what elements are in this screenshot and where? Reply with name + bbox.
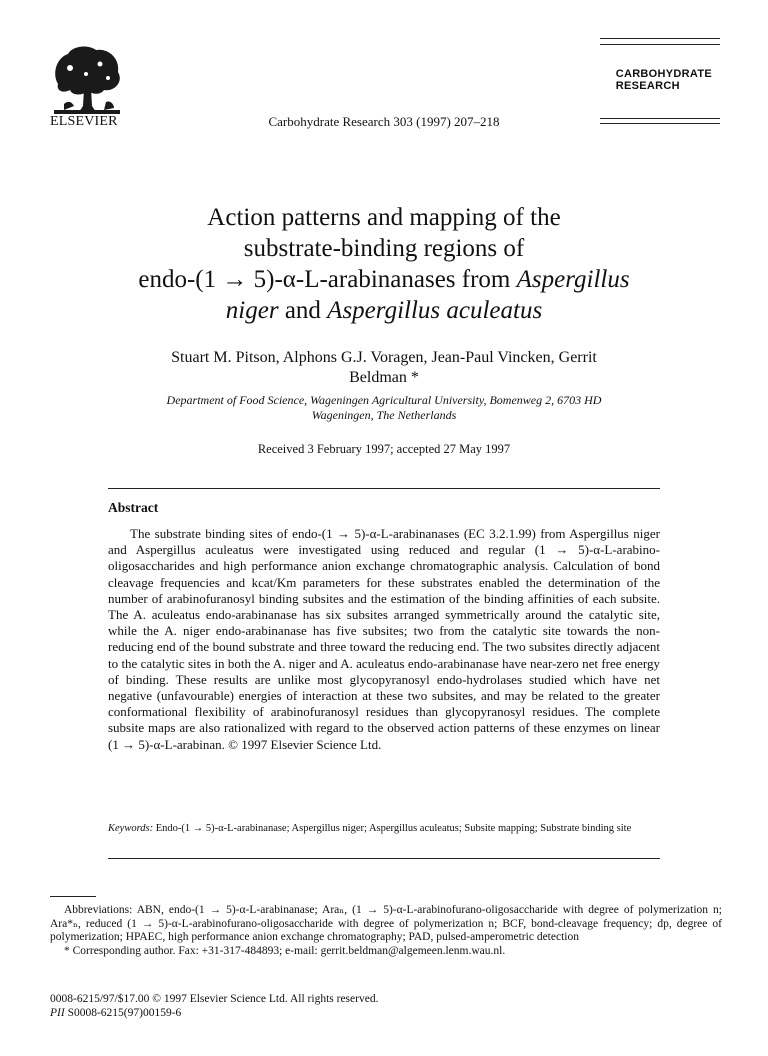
title-line-4 (0, 295, 768, 326)
journal-citation: Carbohydrate Research 303 (1997) 207–218 (268, 114, 500, 129)
footnote-corresponding-author: * Corresponding author. Fax: +31-317-484893; e-mail: gerrit.beldman@algemeen.lenm.wau.nl. (64, 944, 506, 957)
footnote-abbreviations: Abbreviations: ABN, endo-(1 → 5)-α-L-arabinanase; Araₙ, (1 → 5)-α-L-arabinofurano-oligosaccharide with degree of polymerization n; Ara*ₙ, reduced (1 → 5)-α-L-arabinofurano-oligosaccharide with degree of polymerization n; BCF, bond-cleavage frequency; dp, degree of polymerization; HPAEC, high performance anion exchange chromatography; PAD, pulsed-amperometric detection (50, 904, 722, 943)
title-line-4-a: niger (225, 297, 279, 324)
title-line-1: Action patterns and mapping of the (207, 204, 561, 231)
elsevier-tree-icon (50, 44, 124, 114)
journal-title-line1: CARBOHYDRATE (615, 68, 712, 80)
abstract-heading: Abstract (108, 500, 159, 515)
journal-title (616, 68, 712, 92)
keywords-label: Keywords: (108, 823, 154, 834)
title-line-4-b: and (278, 297, 328, 324)
affiliation-line-1: Department of Food Science, Wageningen Agricultural University, Bomenweg 2, 6703 HD (166, 393, 602, 407)
article-title (0, 202, 768, 326)
affiliation (120, 393, 648, 423)
header-rule-top-1 (600, 38, 720, 39)
title-line-3-b: Aspergillus (516, 266, 630, 293)
title-line-4-c: Aspergillus aculeatus (327, 297, 543, 324)
copyright-block (50, 992, 378, 1020)
authors-line-2: Beldman * (349, 369, 419, 386)
header-rule-bottom-2 (600, 123, 720, 124)
author-list (110, 348, 658, 388)
abstract-rule-top (108, 488, 660, 489)
pii-value: S0008-6215(97)00159-6 (64, 1007, 182, 1019)
abstract-text: The substrate binding sites of endo-(1 → 5)-α-L-arabinanases (EC 3.2.1.99) from Aspergillus niger and Aspergillus aculeatus were investigated using reduced and regular (1 → 5)-α-L-arabino-oligosaccharides and high performance anion exchange chromatographic analysis. Calculation of bond cleavage frequencies and kcat/Km parameters for these substrates enabled the determination of the number of arabinofuranosyl binding subsites and the estimation of the binding affinities of each subsite. The A. aculeatus endo-arabinanase has six subsites arranged symmetrically around the catalytic site, while the A. niger endo-arabinanase has five subsites; two from the catalytic site towards the non-reducing end of the bound substrate and three toward the reducing end. The two subsites directly adjacent to the catalytic sites in both the A. niger and A. aculeatus endo-arabinanase have near-zero net free energy of binding. These results are unlike most glycopyranosyl endo-hydrolases studied which have net negative (unfavourable) energies of interaction at these two subsites, and may be related to the greater conformational flexibility of arabinofuranosyl residues than glycopyranosyl residues. The complete subsite maps are also rationalized with regard to the observed action patterns of these enzymes on linear (1 → 5)-α-L-arabinan. © 1997 Elsevier Science Ltd. (108, 526, 660, 752)
header-rule-bottom-1 (600, 118, 720, 119)
received-date: Received 3 February 1997; accepted 27 May 1997 (257, 442, 511, 456)
issn-line: 0008-6215/97/$17.00 © 1997 Elsevier Science Ltd. All rights reserved. (50, 993, 379, 1005)
abstract-rule-bottom (108, 858, 660, 859)
footnote-rule (50, 896, 96, 897)
title-line-3 (0, 264, 768, 295)
title-line-3-a: endo-(1 → 5)-α-L-arabinanases from (138, 266, 517, 293)
title-line-2: substrate-binding regions of (243, 235, 525, 262)
keywords-list: Endo-(1 → 5)-α-L-arabinanase; Aspergillus niger; Aspergillus aculeatus; Subsite mapping; Substrate binding site (155, 823, 632, 834)
keywords (108, 822, 660, 835)
publisher-name: ELSEVIER (50, 114, 118, 129)
pii-label: PII (50, 1007, 65, 1019)
journal-title-line2: RESEARCH (615, 80, 680, 92)
affiliation-line-2: Wageningen, The Netherlands (311, 408, 457, 422)
authors-line-1: Stuart M. Pitson, Alphons G.J. Voragen, Jean-Paul Vincken, Gerrit (171, 349, 597, 366)
pii-line (50, 1006, 378, 1020)
footnotes (50, 904, 722, 958)
header-rule-top-2 (600, 44, 720, 45)
